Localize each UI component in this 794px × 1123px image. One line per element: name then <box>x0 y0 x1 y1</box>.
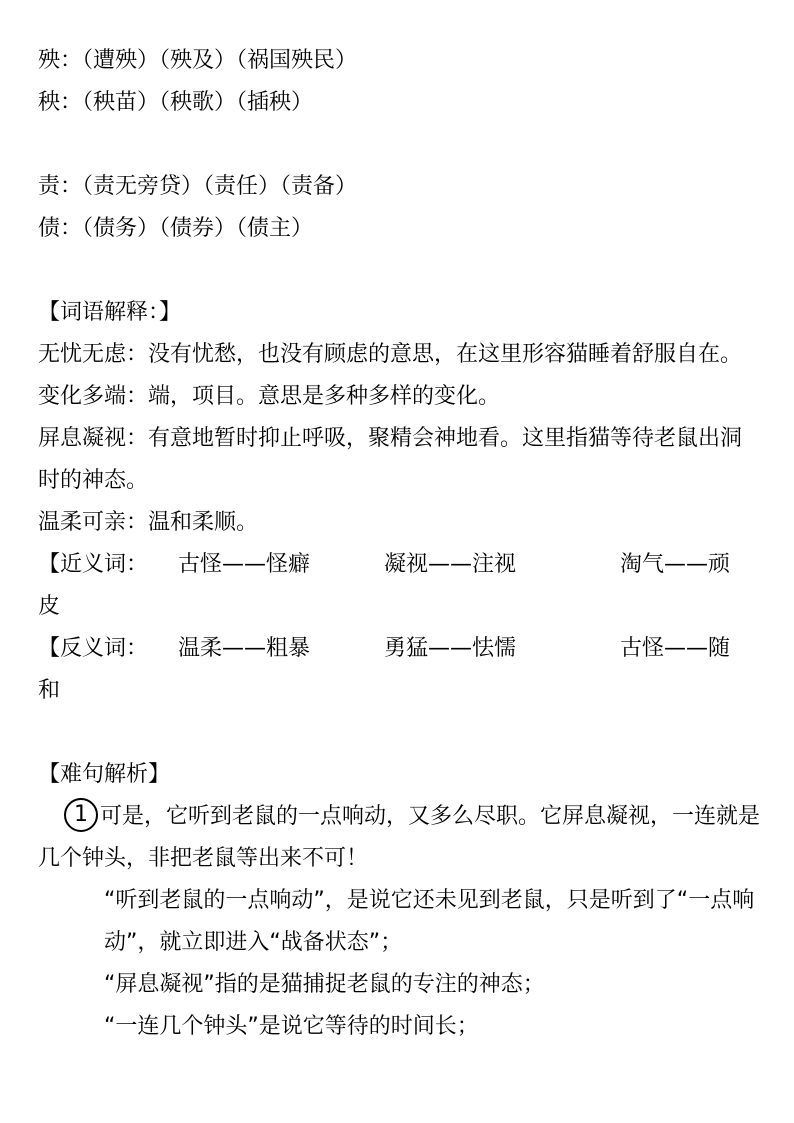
synonyms-row <box>38 544 760 586</box>
circled-number-icon: 1 <box>64 798 98 832</box>
character-label: 殃： <box>38 48 83 73</box>
vocab-item: 温柔可亲：温和柔顺。 <box>38 510 259 535</box>
antonym-pair: 温柔——粗暴 <box>178 636 311 661</box>
synonym-pair: 古怪——怪癖 <box>178 552 311 577</box>
synonyms-label: 【近义词： <box>38 552 149 577</box>
analysis-note: “听到老鼠的一点响动”，是说它还未见到老鼠，只是听到了“一点响动”，就立即进入“战备状态”； <box>104 888 755 955</box>
spacer <box>38 124 760 166</box>
antonym-pair: 勇猛——怯懦 <box>384 636 517 661</box>
analysis-note: “一连几个钟头”是说它等待的时间长； <box>104 1014 479 1039</box>
analysis-sentence <box>38 796 760 880</box>
analysis-heading: 【难句解析】 <box>38 762 171 787</box>
word-list: （遭殃）（殃及）（祸国殃民） <box>82 48 358 73</box>
word-list: （责无旁贷）（责任）（责备） <box>82 174 358 199</box>
spacer <box>38 250 760 292</box>
vocab-heading: 【词语解释：】 <box>38 300 182 325</box>
vocab-item: 变化多端：端，项目。意思是多种多样的变化。 <box>38 384 501 409</box>
word-group-ze <box>38 166 760 208</box>
antonyms-wrap: 和 <box>38 678 61 703</box>
antonym-pair: 古怪——随 <box>620 636 731 661</box>
analysis-note: “屏息凝视”指的是猫捕捉老鼠的专注的神态； <box>104 972 545 997</box>
character-label: 责： <box>38 174 83 199</box>
synonym-pair: 淘气——顽 <box>620 552 731 577</box>
synonym-pair: 凝视——注视 <box>384 552 517 577</box>
word-group-yang2 <box>38 82 760 124</box>
word-list: （债务）（债券）（债主） <box>82 216 314 241</box>
synonyms-wrap: 皮 <box>38 594 61 619</box>
word-group-yang1 <box>38 40 760 82</box>
antonyms-label: 【反义词： <box>38 636 149 661</box>
word-group-zhai <box>38 208 760 250</box>
character-label: 秧： <box>38 90 83 115</box>
word-list: （秧苗）（秧歌）（插秧） <box>82 90 314 115</box>
antonyms-row <box>38 628 760 670</box>
spacer <box>38 712 760 754</box>
character-label: 债： <box>38 216 83 241</box>
sentence-text: 可是，它听到老鼠的一点响动，又多么尽职。它屏息凝视，一连就是几个钟头，非把老鼠等出来不可！ <box>38 804 761 871</box>
vocab-item: 无忧无虑：没有忧愁，也没有顾虑的意思，在这里形容猫睡着舒服自在。 <box>38 342 743 367</box>
document-page <box>38 40 760 1048</box>
vocab-item: 屏息凝视：有意地暂时抑止呼吸，聚精会神地看。这里指猫等待老鼠出洞时的神态。 <box>38 426 743 493</box>
